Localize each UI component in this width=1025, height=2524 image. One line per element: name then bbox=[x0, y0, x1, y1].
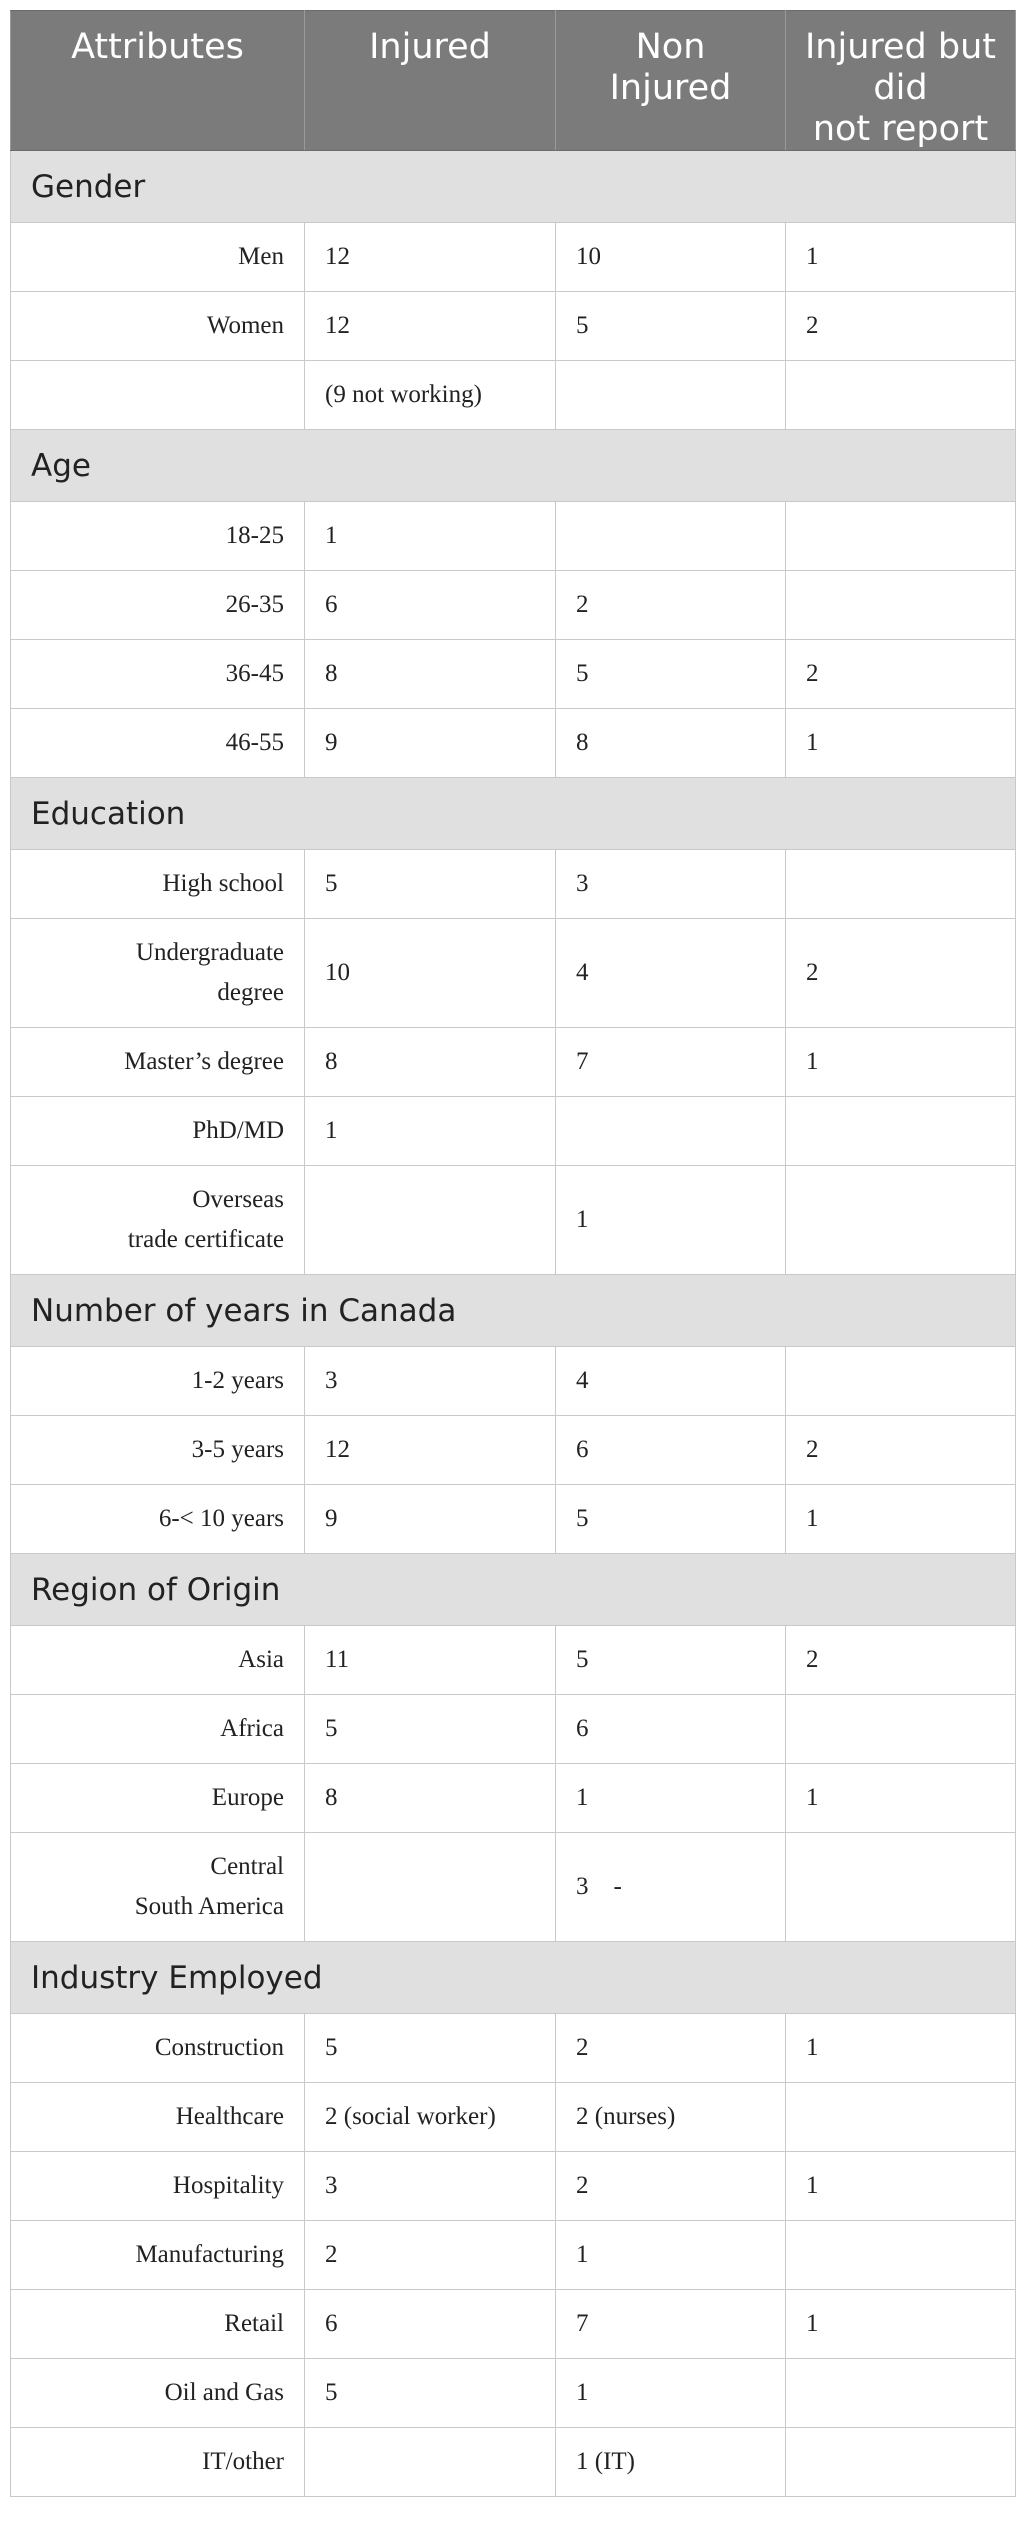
table-row bbox=[11, 1833, 1016, 1942]
injured-cell: 5 bbox=[305, 850, 556, 919]
table-row bbox=[11, 850, 1016, 919]
attribute-line: Retail bbox=[224, 2310, 284, 2337]
injured-cell: 5 bbox=[305, 2359, 556, 2428]
non-injured-cell: 5 bbox=[556, 1485, 786, 1554]
table-row bbox=[11, 1347, 1016, 1416]
attribute-cell bbox=[11, 1626, 305, 1695]
attribute-cell bbox=[11, 640, 305, 709]
attribute-line: Asia bbox=[238, 1646, 284, 1673]
attribute-cell bbox=[11, 2428, 305, 2497]
table-row bbox=[11, 1485, 1016, 1554]
section-row bbox=[11, 151, 1016, 223]
not-report-cell bbox=[786, 1347, 1016, 1416]
non-injured-cell: 10 bbox=[556, 223, 786, 292]
attribute-line: Master’s degree bbox=[124, 1048, 284, 1075]
attribute-cell bbox=[11, 2290, 305, 2359]
section-row bbox=[11, 430, 1016, 502]
injured-cell bbox=[305, 1833, 556, 1942]
attribute-line: Overseas bbox=[192, 1186, 284, 1213]
not-report-cell: 2 bbox=[786, 1416, 1016, 1485]
table-row bbox=[11, 1764, 1016, 1833]
attribute-cell bbox=[11, 2221, 305, 2290]
attribute-cell bbox=[11, 919, 305, 1028]
attribute-cell bbox=[11, 2083, 305, 2152]
non-injured-cell: 4 bbox=[556, 1347, 786, 1416]
attribute-cell bbox=[11, 2152, 305, 2221]
non-injured-cell: 1 bbox=[556, 1764, 786, 1833]
table-row bbox=[11, 1097, 1016, 1166]
attribute-line: 36-45 bbox=[225, 660, 284, 687]
non-injured-cell: 2 bbox=[556, 2152, 786, 2221]
injured-cell: 8 bbox=[305, 640, 556, 709]
table-row bbox=[11, 1695, 1016, 1764]
attribute-line: 18-25 bbox=[225, 522, 284, 549]
not-report-cell: 1 bbox=[786, 1485, 1016, 1554]
attribute-line: 26-35 bbox=[225, 591, 284, 618]
attribute-line: Construction bbox=[154, 2034, 284, 2061]
section-title: Gender bbox=[11, 151, 1016, 223]
attribute-cell bbox=[11, 1764, 305, 1833]
injured-cell: 3 bbox=[305, 1347, 556, 1416]
not-report-cell: 1 bbox=[786, 2014, 1016, 2083]
non-injured-cell: 6 bbox=[556, 1695, 786, 1764]
non-injured-cell: 4 bbox=[556, 919, 786, 1028]
column-header-line: Injured bbox=[369, 27, 491, 67]
attribute-line: 46-55 bbox=[225, 729, 284, 756]
injured-cell: 12 bbox=[305, 1416, 556, 1485]
attribute-cell bbox=[11, 1695, 305, 1764]
column-header-line: Attributes bbox=[71, 27, 244, 67]
attribute-line: Healthcare bbox=[175, 2103, 284, 2130]
injured-cell: 12 bbox=[305, 292, 556, 361]
section-row bbox=[11, 1554, 1016, 1626]
column-header-line: did bbox=[873, 68, 928, 108]
not-report-cell: 1 bbox=[786, 2290, 1016, 2359]
attribute-cell bbox=[11, 1833, 305, 1942]
attribute-line: 1-2 years bbox=[191, 1367, 284, 1394]
table-row bbox=[11, 2014, 1016, 2083]
not-report-cell bbox=[786, 1833, 1016, 1942]
attribute-cell bbox=[11, 502, 305, 571]
not-report-cell bbox=[786, 1695, 1016, 1764]
not-report-cell: 2 bbox=[786, 919, 1016, 1028]
non-injured-cell: 3 - bbox=[556, 1833, 786, 1942]
not-report-cell bbox=[786, 2221, 1016, 2290]
section-title: Age bbox=[11, 430, 1016, 502]
attribute-line: PhD/MD bbox=[192, 1117, 284, 1144]
column-header-line: Non bbox=[635, 27, 706, 67]
section-title: Education bbox=[11, 778, 1016, 850]
attribute-line: Women bbox=[206, 312, 284, 339]
table-row bbox=[11, 502, 1016, 571]
section-row bbox=[11, 778, 1016, 850]
attribute-cell bbox=[11, 1485, 305, 1554]
non-injured-cell: 2 bbox=[556, 2014, 786, 2083]
attribute-cell bbox=[11, 223, 305, 292]
column-header-line: not report bbox=[812, 109, 989, 149]
table-row bbox=[11, 292, 1016, 361]
attribute-line: 6-< 10 years bbox=[158, 1505, 284, 1532]
injured-cell: 3 bbox=[305, 2152, 556, 2221]
table-row bbox=[11, 2428, 1016, 2497]
injured-cell bbox=[305, 1166, 556, 1275]
not-report-cell: 2 bbox=[786, 292, 1016, 361]
attribute-cell bbox=[11, 2359, 305, 2428]
table-row bbox=[11, 2359, 1016, 2428]
injured-cell: 6 bbox=[305, 2290, 556, 2359]
injured-cell: 5 bbox=[305, 1695, 556, 1764]
injured-cell: (9 not working) bbox=[305, 361, 556, 430]
column-header-injured bbox=[305, 11, 556, 151]
injured-cell: 1 bbox=[305, 1097, 556, 1166]
table-row bbox=[11, 361, 1016, 430]
attribute-line: Oil and Gas bbox=[164, 2379, 284, 2406]
not-report-cell bbox=[786, 2083, 1016, 2152]
section-title: Region of Origin bbox=[11, 1554, 1016, 1626]
non-injured-cell: 5 bbox=[556, 640, 786, 709]
not-report-cell bbox=[786, 571, 1016, 640]
attribute-line: Manufacturing bbox=[135, 2241, 284, 2268]
table-row bbox=[11, 1166, 1016, 1275]
not-report-cell bbox=[786, 1166, 1016, 1275]
table-row bbox=[11, 223, 1016, 292]
attribute-cell bbox=[11, 1097, 305, 1166]
header-row bbox=[11, 11, 1016, 151]
not-report-cell bbox=[786, 2428, 1016, 2497]
table-row bbox=[11, 640, 1016, 709]
non-injured-cell: 3 bbox=[556, 850, 786, 919]
non-injured-cell: 1 (IT) bbox=[556, 2428, 786, 2497]
non-injured-cell: 1 bbox=[556, 1166, 786, 1275]
table-row bbox=[11, 2083, 1016, 2152]
table-row bbox=[11, 709, 1016, 778]
non-injured-cell bbox=[556, 361, 786, 430]
injured-cell: 9 bbox=[305, 709, 556, 778]
non-injured-cell: 1 bbox=[556, 2221, 786, 2290]
table-row bbox=[11, 2152, 1016, 2221]
attributes-table bbox=[10, 10, 1016, 2497]
attribute-cell bbox=[11, 2014, 305, 2083]
not-report-cell: 1 bbox=[786, 1028, 1016, 1097]
non-injured-cell: 6 bbox=[556, 1416, 786, 1485]
section-title: Number of years in Canada bbox=[11, 1275, 1016, 1347]
not-report-cell: 2 bbox=[786, 1626, 1016, 1695]
attribute-line: South America bbox=[134, 1893, 284, 1920]
section-title: Industry Employed bbox=[11, 1942, 1016, 2014]
section-row bbox=[11, 1942, 1016, 2014]
attribute-cell bbox=[11, 1416, 305, 1485]
injured-cell: 5 bbox=[305, 2014, 556, 2083]
attribute-cell bbox=[11, 1347, 305, 1416]
not-report-cell bbox=[786, 502, 1016, 571]
column-header-line: Injured but bbox=[804, 27, 997, 67]
injured-cell: 8 bbox=[305, 1764, 556, 1833]
not-report-cell bbox=[786, 850, 1016, 919]
attribute-line: 3-5 years bbox=[191, 1436, 284, 1463]
injured-cell: 2 bbox=[305, 2221, 556, 2290]
column-header-line: Injured bbox=[609, 68, 732, 108]
injured-cell: 6 bbox=[305, 571, 556, 640]
attribute-line: Hospitality bbox=[172, 2172, 284, 2199]
injured-cell: 12 bbox=[305, 223, 556, 292]
non-injured-cell: 5 bbox=[556, 1626, 786, 1695]
injured-cell: 11 bbox=[305, 1626, 556, 1695]
not-report-cell bbox=[786, 2359, 1016, 2428]
non-injured-cell bbox=[556, 1097, 786, 1166]
attribute-cell bbox=[11, 292, 305, 361]
table-header bbox=[11, 11, 1016, 151]
non-injured-cell: 7 bbox=[556, 1028, 786, 1097]
not-report-cell: 1 bbox=[786, 1764, 1016, 1833]
section-row bbox=[11, 1275, 1016, 1347]
not-report-cell bbox=[786, 1097, 1016, 1166]
attribute-cell bbox=[11, 1028, 305, 1097]
non-injured-cell: 2 (nurses) bbox=[556, 2083, 786, 2152]
not-report-cell: 1 bbox=[786, 2152, 1016, 2221]
attribute-line: degree bbox=[217, 979, 284, 1006]
non-injured-cell bbox=[556, 502, 786, 571]
injured-cell bbox=[305, 2428, 556, 2497]
column-header-attributes bbox=[11, 11, 305, 151]
not-report-cell: 2 bbox=[786, 640, 1016, 709]
attribute-cell bbox=[11, 709, 305, 778]
non-injured-cell: 5 bbox=[556, 292, 786, 361]
attribute-cell bbox=[11, 571, 305, 640]
table-row bbox=[11, 571, 1016, 640]
table-row bbox=[11, 2221, 1016, 2290]
column-header-non-injured bbox=[556, 11, 786, 151]
injured-cell: 10 bbox=[305, 919, 556, 1028]
table-body bbox=[11, 151, 1016, 2497]
injured-cell: 2 (social worker) bbox=[305, 2083, 556, 2152]
table-row bbox=[11, 1028, 1016, 1097]
attribute-line: Men bbox=[238, 243, 284, 270]
table-row bbox=[11, 1626, 1016, 1695]
attribute-cell bbox=[11, 361, 305, 430]
attribute-line: IT/other bbox=[202, 2448, 284, 2475]
non-injured-cell: 1 bbox=[556, 2359, 786, 2428]
attribute-cell bbox=[11, 850, 305, 919]
attribute-line: Central bbox=[210, 1853, 284, 1880]
not-report-cell: 1 bbox=[786, 709, 1016, 778]
injured-cell: 9 bbox=[305, 1485, 556, 1554]
not-report-cell: 1 bbox=[786, 223, 1016, 292]
attribute-line: High school bbox=[162, 870, 284, 897]
injured-cell: 8 bbox=[305, 1028, 556, 1097]
attribute-line: Europe bbox=[211, 1784, 284, 1811]
non-injured-cell: 2 bbox=[556, 571, 786, 640]
column-header-injured-not-report bbox=[786, 11, 1016, 151]
attribute-line: trade certificate bbox=[127, 1226, 284, 1253]
table-row bbox=[11, 2290, 1016, 2359]
non-injured-cell: 8 bbox=[556, 709, 786, 778]
table-row bbox=[11, 1416, 1016, 1485]
attribute-line: Undergraduate bbox=[135, 939, 284, 966]
attribute-line: Africa bbox=[220, 1715, 284, 1742]
injured-cell: 1 bbox=[305, 502, 556, 571]
not-report-cell bbox=[786, 361, 1016, 430]
non-injured-cell: 7 bbox=[556, 2290, 786, 2359]
attribute-cell bbox=[11, 1166, 305, 1275]
table-row bbox=[11, 919, 1016, 1028]
